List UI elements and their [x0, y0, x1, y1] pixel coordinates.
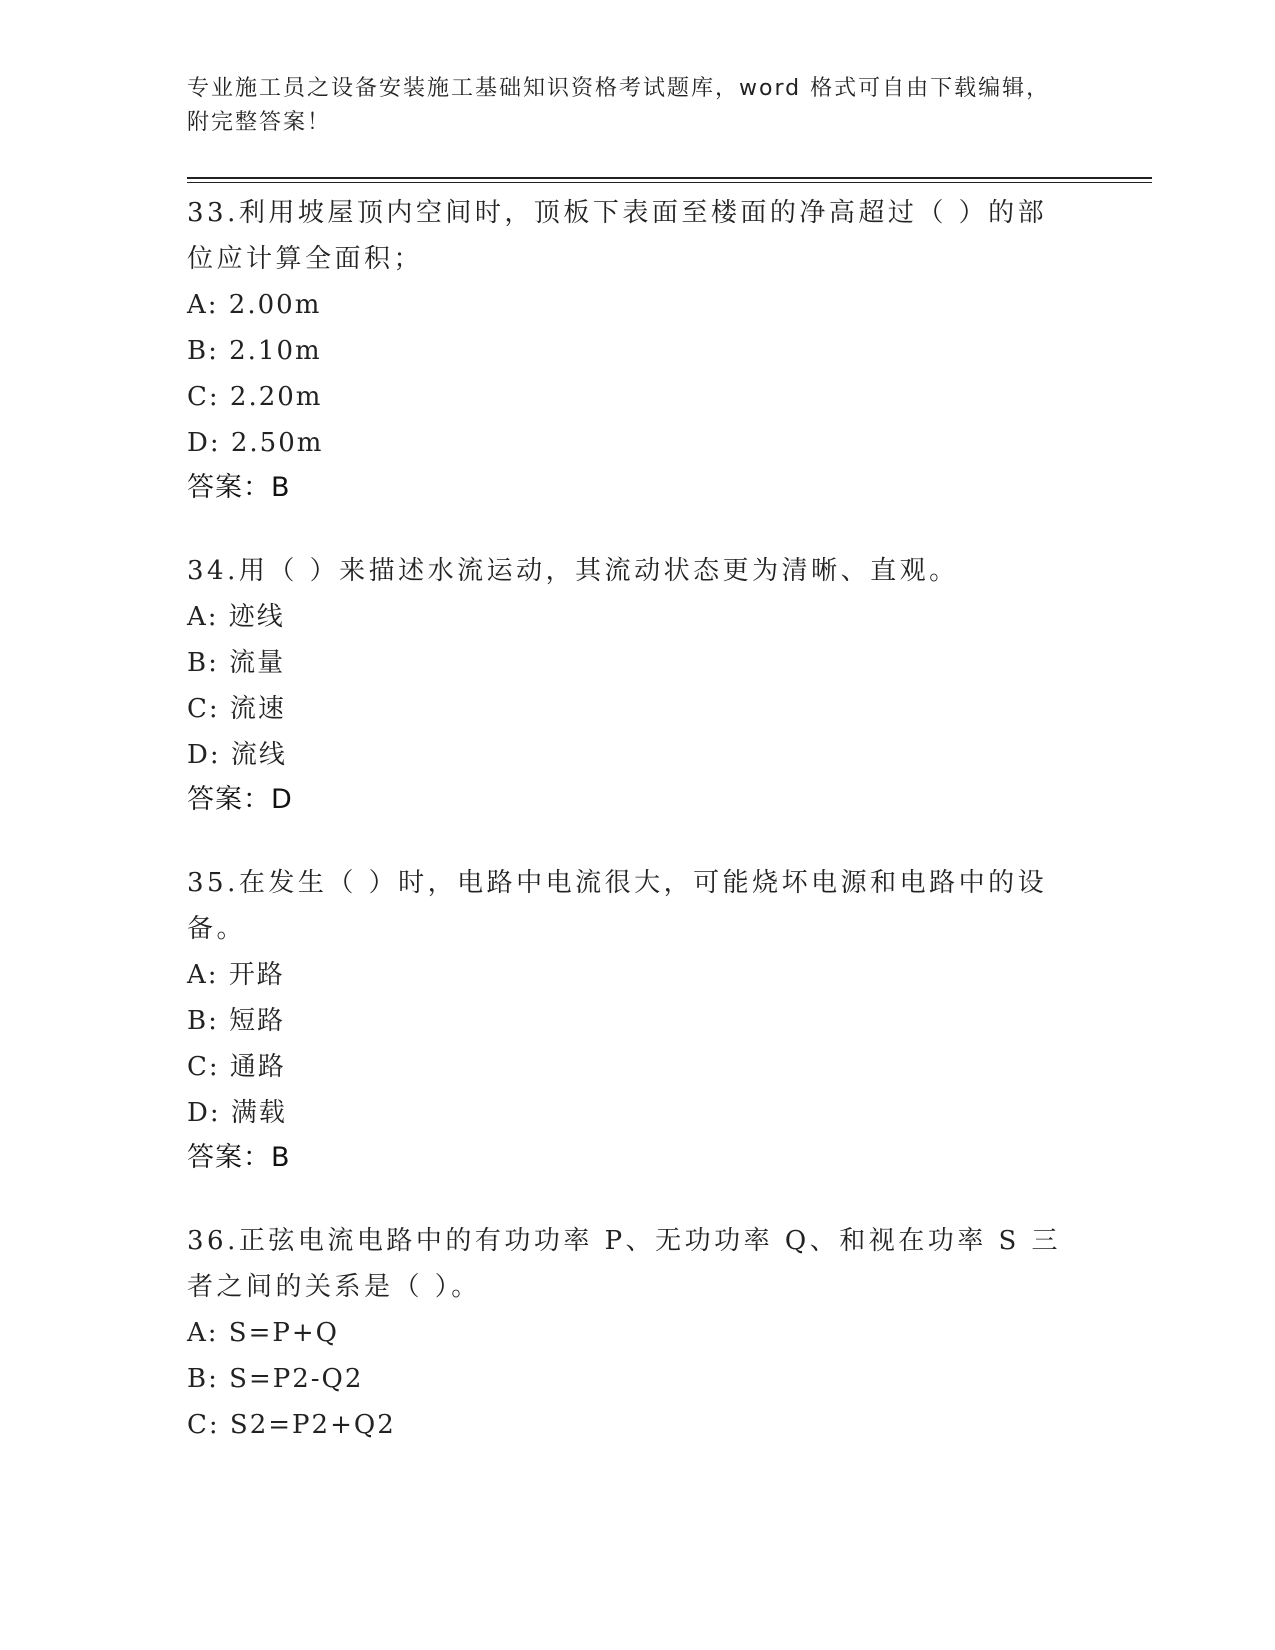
option-b: B: 流量 [187, 648, 286, 678]
option-b: B: S=P2-Q2 [187, 1364, 364, 1394]
option-c: C: 流速 [187, 694, 286, 724]
question-stem: 33.利用坡屋顶内空间时，顶板下表面至楼面的净高超过（ ）的部位应计算全面积； [187, 198, 1048, 274]
header-line-2: 附完整答案！ [187, 110, 332, 135]
header-divider-thick [187, 177, 1152, 179]
option-d: D: 2.50m [187, 428, 324, 458]
option-d: D: 流线 [187, 740, 287, 770]
option-b: B: 短路 [187, 1006, 286, 1036]
question-stem: 36.正弦电流电路中的有功功率 P、无功功率 Q、和视在功率 S 三者之间的关系是（ ）。 [187, 1226, 1062, 1302]
header-divider-thin [187, 182, 1152, 183]
option-a: A: 开路 [187, 960, 285, 990]
option-c: C: 2.20m [187, 382, 323, 412]
option-d: D: 满载 [187, 1098, 287, 1128]
question-35 [187, 860, 1067, 1180]
question-34 [187, 548, 1067, 822]
answer-line: 答案：B [187, 1142, 291, 1173]
option-a: A: 2.00m [187, 290, 322, 320]
option-b: B: 2.10m [187, 336, 322, 366]
option-c: C: 通路 [187, 1052, 286, 1082]
question-list [187, 190, 1067, 1486]
question-stem: 34.用（ ）来描述水流运动，其流动状态更为清晰、直观。 [187, 556, 959, 586]
document-header [187, 72, 1067, 140]
question-stem: 35.在发生（ ）时，电路中电流很大，可能烧坏电源和电路中的设备。 [187, 868, 1048, 944]
answer-line: 答案：D [187, 784, 293, 815]
header-line-1: 专业施工员之设备安装施工基础知识资格考试题库，word 格式可自由下载编辑， [187, 76, 1051, 101]
option-c: C: S2=P2+Q2 [187, 1410, 396, 1440]
question-36 [187, 1218, 1067, 1448]
option-a: A: S=P+Q [187, 1318, 339, 1348]
answer-line: 答案：B [187, 472, 291, 503]
question-33 [187, 190, 1067, 510]
option-a: A: 迹线 [187, 602, 285, 632]
